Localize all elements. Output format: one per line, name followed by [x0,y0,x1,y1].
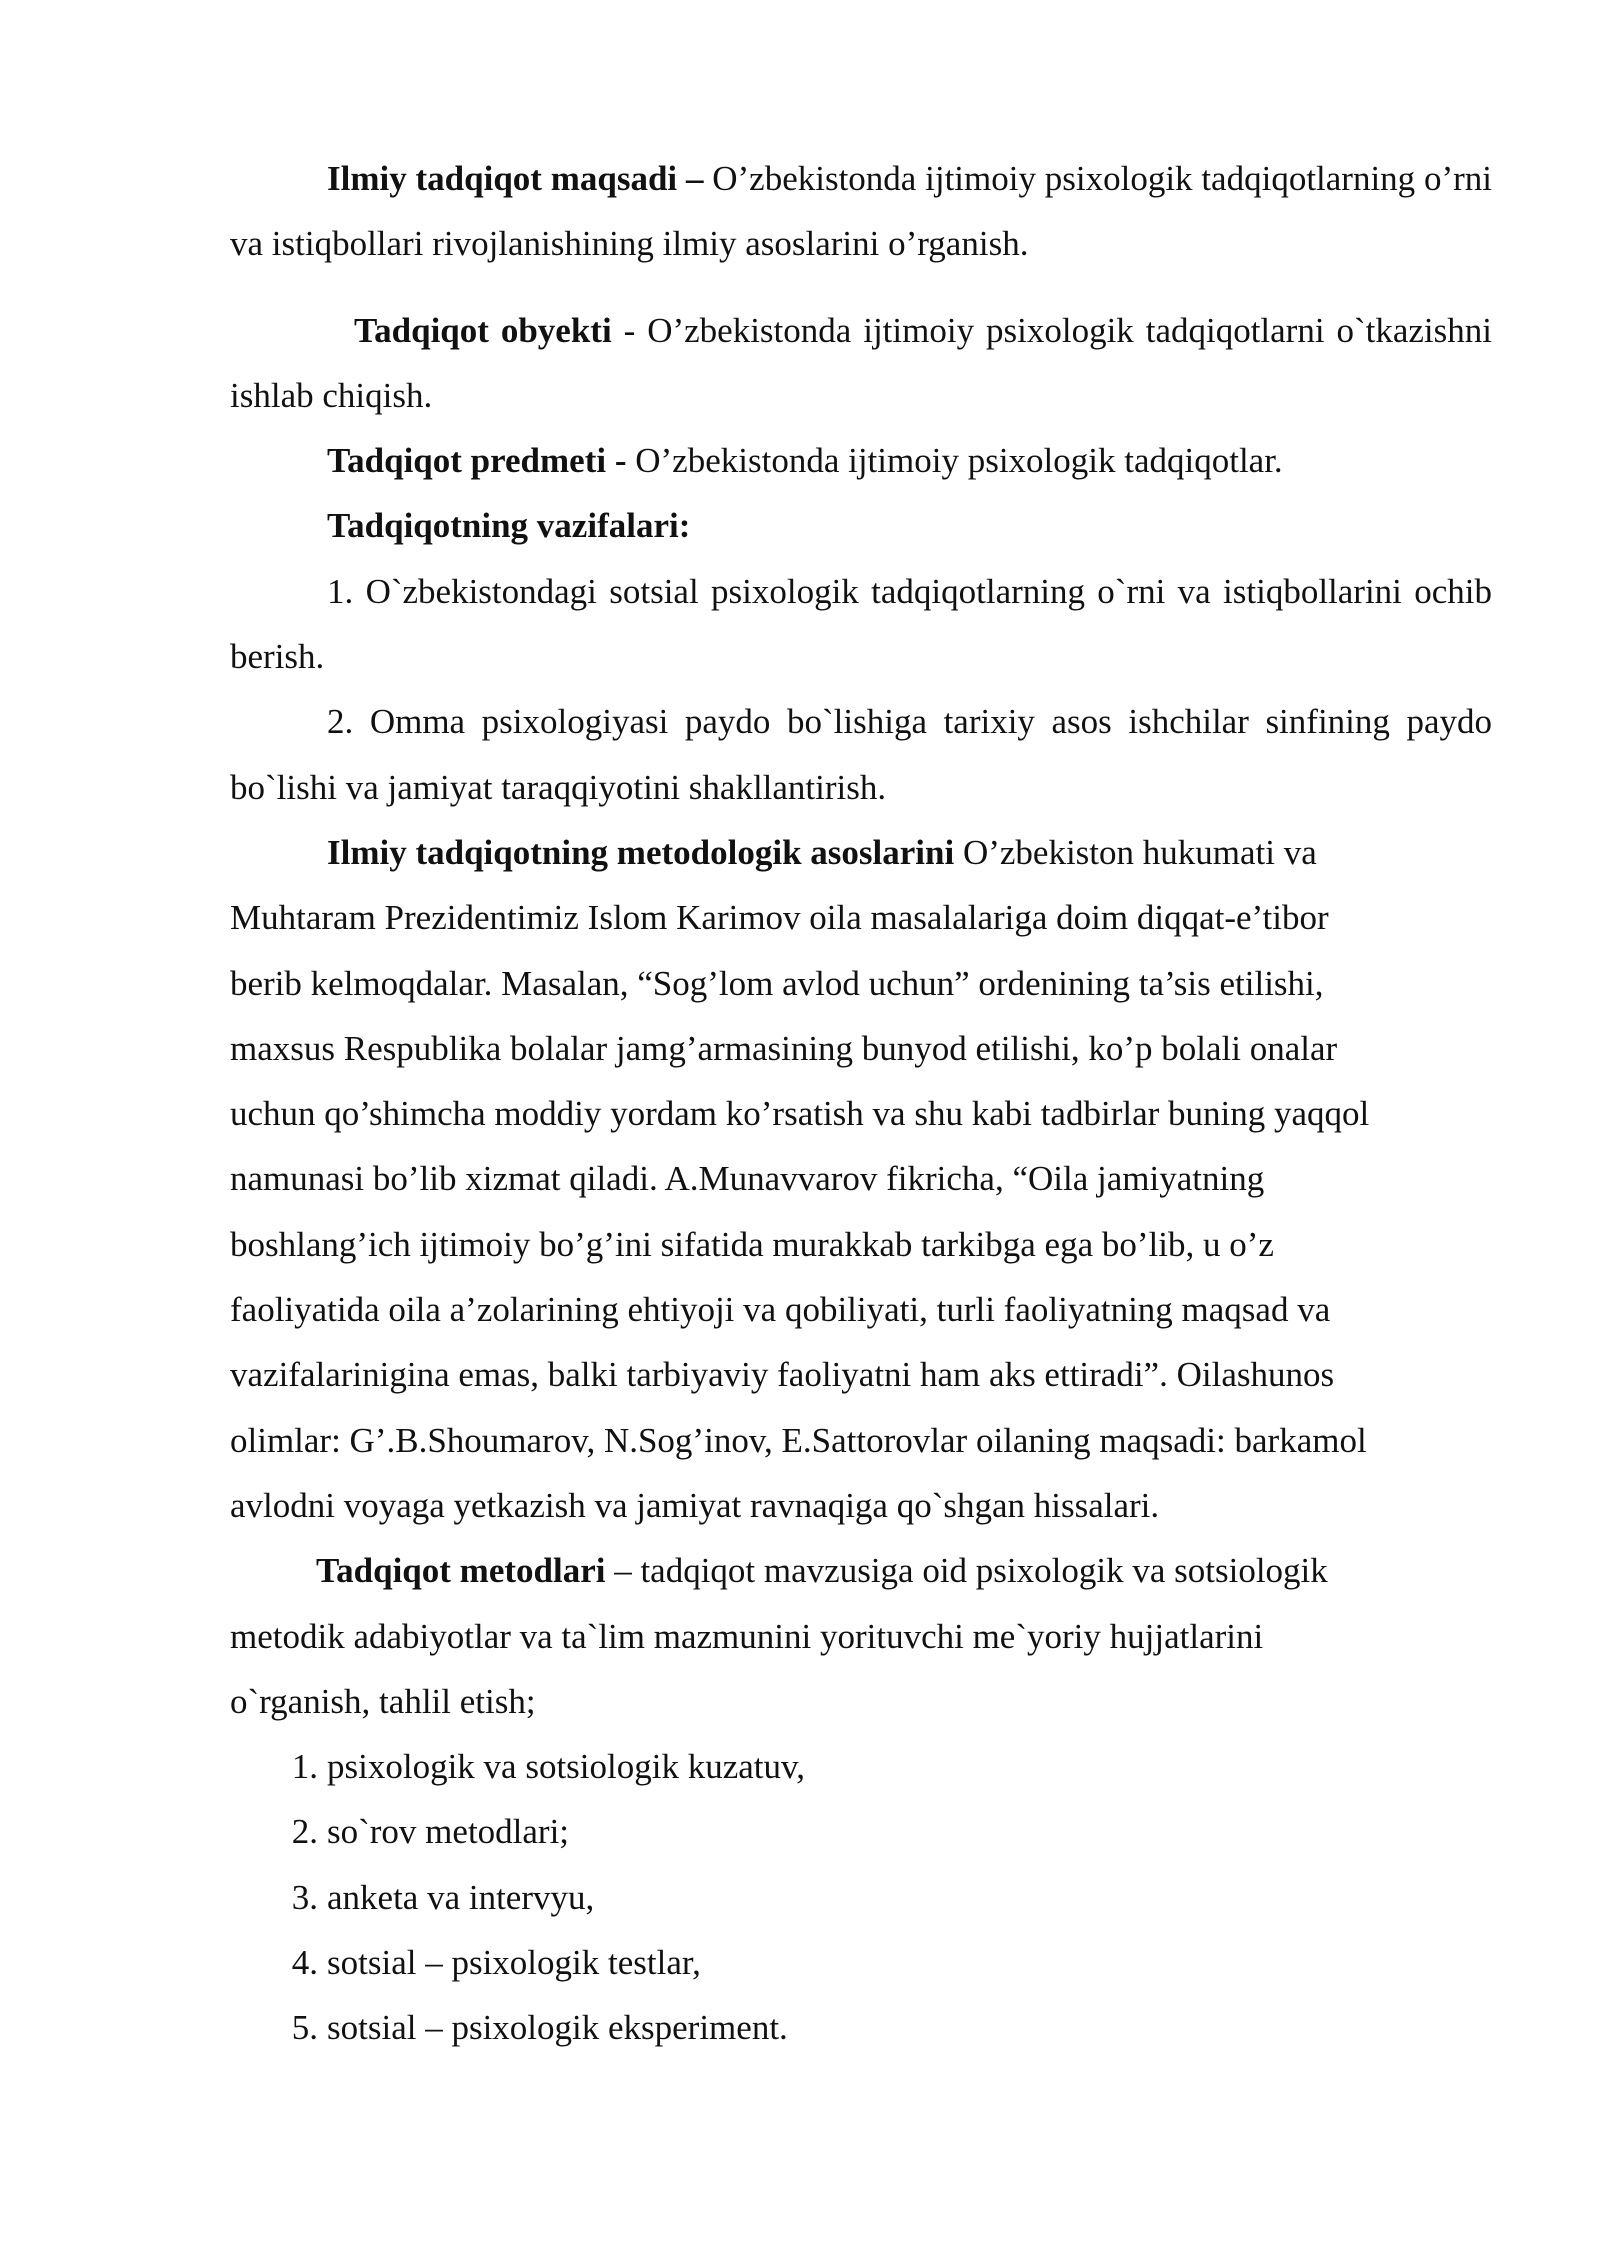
methodology-label: Ilmiy tadqiqotning metodologik asoslarini [327,832,955,872]
methodology-line: Muhtaram Prezidentimiz Islom Karimov oila masalalariga doim diqqat-e’tibor [230,898,1329,938]
list-item-number: 3. [291,1877,318,1917]
research-goal-text: O’zbekistonda ijtimoiy psixologik tadqiqotlarning o’rni va istiqbollari rivojlanishining ilmiy asoslarini o’rganish. [230,159,1492,264]
list-item-text: so`rov metodlari; [327,1812,570,1852]
research-goal-label: Ilmiy tadqiqot maqsadi [327,159,678,198]
list-item [230,1930,1492,1995]
list-item [230,1734,1492,1799]
methods-list [230,1734,1492,2060]
research-goal-paragraph [230,146,1492,277]
list-item-text: anketa va intervyu, [327,1877,595,1917]
list-item-text: sotsial – psixologik testlar, [327,1943,701,1983]
methodology-line: olimlar: G’.B.Shoumarov, N.Sog’inov, E.Sattorovlar oilaning maqsadi: barkamol [230,1420,1367,1460]
list-item-number: 1. [291,1747,318,1787]
list-item-text: psixologik va sotsiologik kuzatuv, [327,1747,805,1787]
research-tasks-heading-text: Tadqiqotning vazifalari: [327,506,691,546]
research-object-paragraph [230,298,1492,429]
research-subject-paragraph [230,428,1492,493]
methodology-line: maxsus Respublika bolalar jamg’armasining bunyod etilishi, ko’p bolali onalar [230,1028,1338,1068]
methods-line: metodik adabiyotlar va ta`lim mazmunini yorituvchi me`yoriy hujjatlarini [230,1616,1264,1656]
methods-line-text: – tadqiqot mavzusiga oid psixologik va sotsiologik [605,1551,1328,1591]
document-page [230,146,1492,2061]
methodology-line: namunasi bo’lib xizmat qiladi. A.Munavvarov fikricha, “Oila jamiyatning [230,1159,1265,1199]
methods-line [230,1538,1492,1603]
list-item-number: 4. [291,1943,318,1983]
research-object-dash: - [611,310,648,350]
research-task-item: 2. Omma psixologiyasi paydo bo`lishiga tarixiy asos ishchilar sinfining paydo bo`lishi va jamiyat taraqqiyotini shakllantirish. [230,702,1492,807]
research-object-label: Tadqiqot obyekti [354,310,612,350]
research-object-text: O’zbekistonda ijtimoiy psixologik tadqiqotlarni o`tkazishni ishlab chiqish. [230,310,1493,415]
methods-label: Tadqiqot metodlari [316,1551,606,1591]
research-goal-dash: – [677,159,713,198]
list-item [230,1799,1492,1864]
methods-line: o`rganish, tahlil etish; [230,1681,536,1721]
list-item [230,1995,1492,2060]
research-subject-text: O’zbekistonda ijtimoiy psixologik tadqiqotlar. [626,441,1283,481]
methodology-line [230,820,1492,885]
methodology-line-text: O’zbekiston hukumati va [954,832,1317,872]
methodology-paragraph [230,820,1492,1538]
research-task-item: 1. O`zbekistondagi sotsial psixologik tadqiqotlarning o`rni va istiqbollarini ochib berish. [230,571,1492,677]
methodology-line: berib kelmoqdalar. Masalan, “Sog’lom avlod uchun” ordenining ta’sis etilishi, [230,963,1324,1003]
list-item-number: 5. [291,2008,318,2048]
research-subject-label: Tadqiqot predmeti - [327,441,627,481]
methodology-line: faoliyatida oila a’zolarining ehtiyoji va qobiliyati, turli faoliyatning maqsad va [230,1290,1331,1330]
list-item-number: 2. [291,1812,318,1852]
list-item-text: sotsial – psixologik eksperiment. [327,2008,788,2048]
methodology-line: boshlang’ich ijtimoiy bo’g’ini sifatida murakkab tarkibga ega bo’lib, u o’z [230,1224,1274,1264]
methods-paragraph [230,1538,1492,1734]
methodology-line: vazifalarinigina emas, balki tarbiyaviy faoliyatni ham aks ettiradi”. Oilashunos [230,1355,1335,1395]
list-item [230,1865,1492,1930]
methodology-line: avlodni voyaga yetkazish va jamiyat ravnaqiga qo`shgan hissalari. [230,1485,1160,1525]
methodology-line: uchun qo’shimcha moddiy yordam ko’rsatish va shu kabi tadbirlar buning yaqqol [230,1094,1370,1134]
research-tasks-heading [230,493,1492,558]
